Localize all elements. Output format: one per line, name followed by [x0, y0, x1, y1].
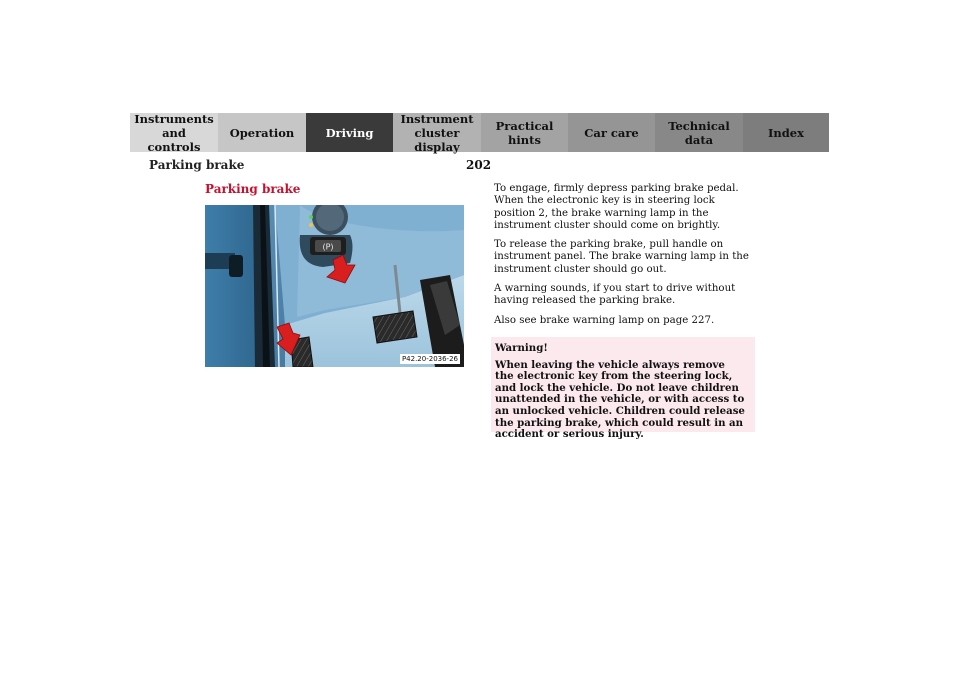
- figure-reference: P42.20-2036-26: [401, 355, 458, 363]
- tab-driving[interactable]: [306, 113, 393, 152]
- tab-instruments-and-controls[interactable]: [130, 113, 218, 152]
- paragraph-warning-sound: A warning sounds, if you start to drive without having released the parking brake.: [494, 283, 736, 307]
- illustration-drawing: [205, 205, 464, 367]
- chapter-nav: [130, 113, 829, 152]
- instructions-text: [494, 183, 756, 334]
- tab-label: Index: [768, 125, 804, 140]
- tab-car-care[interactable]: [568, 113, 655, 152]
- tab-label: Driving: [325, 125, 374, 140]
- section-title: Parking brake: [205, 182, 301, 196]
- tab-label: Technical data: [668, 118, 730, 147]
- paragraph-release: To release the parking brake, pull handle on instrument panel. The brake warning lamp in the instrument cluster should go out.: [494, 239, 749, 275]
- warning-text: When leaving the vehicle always remove the electronic key from the steering lock, and lock the vehicle. Do not leave children unattended in the vehicle, or with access to an unlocked vehicle. Children could release the parking brake, which could result in an accident or serious injury.: [495, 358, 745, 441]
- tab-practical-hints[interactable]: [481, 113, 568, 152]
- tab-operation[interactable]: [218, 113, 306, 152]
- tab-label: Car care: [584, 125, 639, 140]
- tab-instrument-cluster-display[interactable]: [393, 113, 481, 152]
- tab-label: Instruments and controls: [134, 111, 214, 154]
- tab-technical-data[interactable]: [655, 113, 743, 152]
- warning-box: [491, 337, 755, 441]
- paragraph-see-also: Also see brake warning lamp on page 227.: [494, 314, 715, 326]
- parking-button-symbol: (P): [322, 242, 334, 252]
- tab-label: Instrument cluster display: [400, 111, 474, 154]
- page-number: 202: [466, 158, 492, 172]
- tab-index[interactable]: [743, 113, 829, 152]
- running-header: Parking brake: [149, 158, 245, 172]
- warning-title: Warning!: [495, 342, 548, 354]
- tab-label: Operation: [229, 125, 295, 140]
- parking-brake-illustration: [205, 205, 464, 367]
- paragraph-engage: To engage, firmly depress parking brake pedal. When the electronic key is in steering lock position 2, the brake warning lamp in the instrument cluster should come on brightly.: [494, 183, 739, 231]
- tab-label: Practical hints: [495, 118, 554, 147]
